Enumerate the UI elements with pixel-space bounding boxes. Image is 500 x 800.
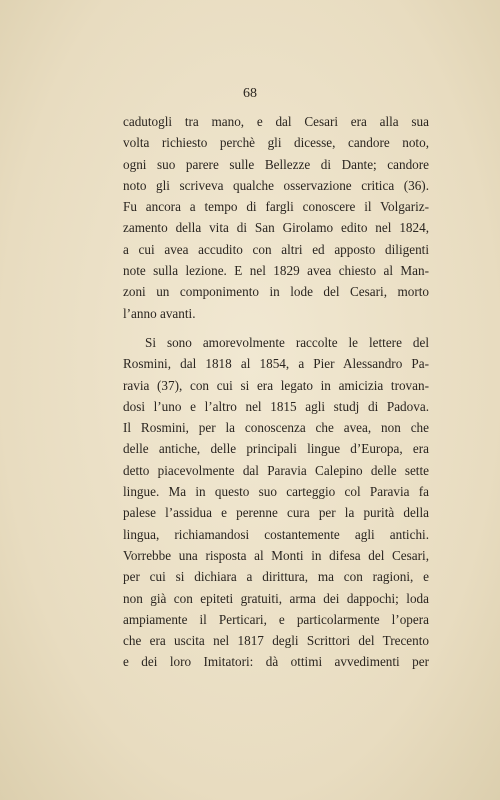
text-line: zoni un componimento in lode del Cesari, morto bbox=[123, 284, 429, 300]
text-line: Vorrebbe una risposta al Monti in difesa del Cesari, bbox=[123, 547, 429, 563]
paragraph-2 bbox=[123, 332, 429, 673]
text-line: palese l’assidua e perenne cura per la purità della bbox=[123, 505, 429, 521]
text-line: che era uscita nel 1817 degli Scrittori del Trecento bbox=[123, 633, 429, 649]
text-line: ravia (37), con cui si era legato in amicizia trovan- bbox=[123, 377, 429, 393]
text-line: non già con epiteti gratuiti, arma dei dappochi; loda bbox=[123, 590, 429, 606]
text-line: Fu ancora a tempo di fargli conoscere il Volgariz- bbox=[123, 199, 429, 215]
text-line: ampiamente il Perticari, e particolarmente l’opera bbox=[123, 611, 429, 627]
text-line: lingua, richiamandosi costantemente agli antichi. bbox=[123, 526, 429, 542]
text-line: ogni suo parere sulle Bellezze di Dante; candore bbox=[123, 156, 429, 172]
text-line: Si sono amorevolmente raccolte le lettere del bbox=[145, 334, 429, 350]
text-line: l’anno avanti. bbox=[123, 305, 196, 321]
page-number: 68 bbox=[243, 86, 257, 101]
text-line: Rosmini, dal 1818 al 1854, a Pier Alessandro Pa- bbox=[123, 356, 429, 372]
text-line: detto piacevolmente dal Paravia Calepino delle sette bbox=[123, 462, 429, 478]
text-line: noto gli scriveva qualche osservazione critica (36). bbox=[123, 177, 429, 193]
body-text bbox=[123, 111, 429, 673]
text-line: per cui si dichiara a dirittura, ma con ragioni, e bbox=[123, 569, 429, 585]
paragraph-1 bbox=[123, 111, 429, 324]
text-line: Il Rosmini, per la conoscenza che avea, non che bbox=[123, 420, 429, 436]
text-line: dosi l’uno e l’altro nel 1815 agli studj di Padova. bbox=[123, 398, 429, 414]
text-line: e dei loro Imitatori: dà ottimi avvedimenti per bbox=[123, 654, 429, 670]
text-line: note sulla lezione. E nel 1829 avea chiesto al Man- bbox=[123, 263, 429, 279]
text-line: a cui avea accudito con altri ed apposto diligenti bbox=[123, 241, 429, 257]
text-line: cadutogli tra mano, e dal Cesari era alla sua bbox=[123, 114, 429, 129]
text-line: lingue. Ma in questo suo carteggio col Paravia fa bbox=[123, 484, 429, 500]
text-line: zamento della vita di San Girolamo edito nel 1824, bbox=[123, 220, 429, 236]
text-line: volta richiesto perchè gli dicesse, candore noto, bbox=[123, 135, 429, 151]
text-line: delle antiche, delle principali lingue d’Europa, era bbox=[123, 441, 429, 457]
